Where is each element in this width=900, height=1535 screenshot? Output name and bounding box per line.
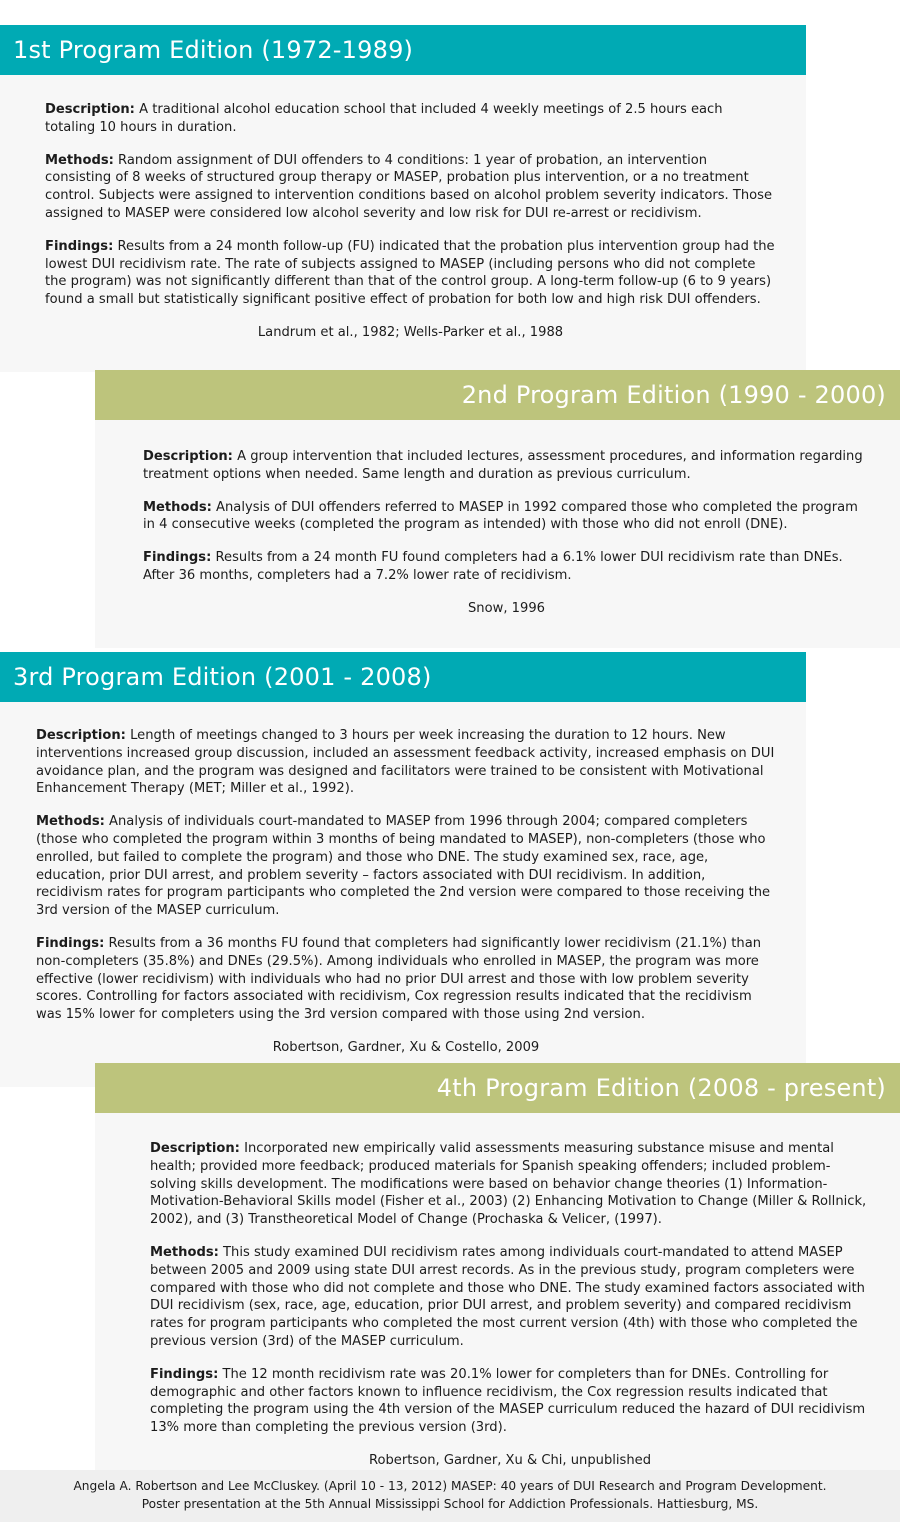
description-label: Description: [143,449,233,464]
findings-label: Findings: [143,550,212,566]
methods-label: Methods: [45,152,114,168]
edition-1-methods [45,152,776,223]
edition-2-body [95,420,900,648]
description-label: Description: [150,1141,240,1156]
edition-1-citation: Landrum et al., 1982; Wells-Parker et al., 1988 [257,324,564,340]
edition-4-body [95,1113,900,1500]
edition-2-citation: Snow, 1996 [468,600,545,616]
methods-label: Methods: [150,1244,219,1260]
edition-4-title: 4th Program Edition (2008 - present) [436,1074,886,1102]
edition-2-methods-text: Analysis of DUI offenders referred to MASEP in 1992 compared those who completed the program in 4 consecutive weeks (completed the program as intended) with those who did not enroll (DNE). [143,499,858,533]
edition-3-body [0,702,806,1087]
edition-4-citation: Robertson, Gardner, Xu & Chi, unpublished [368,1452,652,1468]
edition-block-4 [95,1063,900,1500]
edition-1-description [45,101,776,137]
footer-line-1: Angela A. Robertson and Lee McCluskey. (April 10 - 13, 2012) MASEP: 40 years of DUI Research and Program Development. [73,1479,827,1494]
edition-4-header [95,1063,900,1113]
edition-2-header [95,370,900,420]
edition-block-1 [0,25,806,372]
methods-label: Methods: [143,499,212,515]
edition-2-methods [143,499,870,535]
edition-1-methods-text: Random assignment of DUI offenders to 4 conditions: 1 year of probation, an intervention consisting of 8 weeks of structured group therapy or MASEP, probation plus intervention, or a no treatment control. Subjects were assigned to intervention conditions based on alcohol problem severity indicators. Those assigned to MASEP were considered low alcohol severity and low risk for DUI re-arrest or recidivism. [45,152,773,221]
edition-3-findings-text: Results from a 36 months FU found that completers had significantly lower recidivism (21.1%) than non-completers (35.8%) and DNEs (29.5%). Among individuals who enrolled in MASEP, the program was more effective (lower recidivism) with individuals who had no prior DUI arrest and those with low problem severity scores. Controlling for factors associated with recidivism, Cox regression results indicated that the recidivism was 15% lower for completers using the 3rd version compared with those using 2nd version. [36,935,762,1023]
edition-2-findings [143,549,870,585]
edition-3-methods [36,813,776,920]
edition-4-description-text: Incorporated new empirically valid assessments measuring substance misuse and mental health; provided more feedback; produced materials for Spanish speaking offenders; included problem-solving skills development. The modifications were based on behavior change theories (1) Information-Motivation-Behavioral Skills model (Fisher et al., 2003) (2) Enhancing Motivation to Change (Miller & Rollnick, 2002), and (3) Transtheoretical Model of Change (Prochaska & Velicer, (1997). [150,1141,867,1228]
edition-2-findings-text: Results from a 24 month FU found completers had a 6.1% lower DUI recidivism rate than DNEs. After 36 months, completers had a 7.2% lower rate of recidivism. [143,550,843,583]
edition-1-description-text: A traditional alcohol education school that included 4 weekly meetings of 2.5 hours each totaling 10 hours in duration. [45,102,723,135]
edition-4-methods-text: This study examined DUI recidivism rates among individuals court-mandated to attend MASEP between 2005 and 2009 using state DUI arrest records. As in the previous study, program completers were compared with those who did not complete and those who DNE. The study examined factors associated with DUI recidivism (sex, race, age, education, prior DUI arrest, and problem severity) and compared recidivism rates for program participants who completed the most current version (4th) with those who completed the previous version (3rd) of the MASEP curriculum. [150,1244,865,1349]
poster-footer [0,1470,900,1522]
edition-3-header [0,652,806,702]
edition-4-methods [150,1244,870,1351]
edition-1-header [0,25,806,75]
edition-block-2 [95,370,900,648]
edition-3-description-text: Length of meetings changed to 3 hours per week increasing the duration to 12 hours. New interventions increased group discussion, included an assessment feedback activity, increased emphasis on DUI avoidance plan, and the program was designed and facilitators were trained to be consistent with Motivational Enhancement Therapy (MET; Miller et al., 1992). [36,728,775,797]
edition-3-methods-text: Analysis of individuals court-mandated to MASEP from 1996 through 2004; compared completers (those who completed the program within 3 months of being mandated to MASEP), non-completers (those who enrolled, but failed to complete the program) and those who DNE. The study examined sex, race, age, education, prior DUI arrest, and problem severity – factors associated with DUI recidivism. In addition, recidivism rates for program participants who completed the 2nd version were compared to those receiving the 3rd version of the MASEP curriculum. [36,814,771,919]
edition-1-findings [45,238,776,309]
findings-label: Findings: [45,238,114,254]
methods-label: Methods: [36,814,105,830]
edition-1-title: 1st Program Edition (1972-1989) [13,36,414,64]
description-label: Description: [36,728,126,743]
edition-1-body [0,75,806,372]
findings-label: Findings: [150,1366,219,1382]
edition-4-description [150,1140,870,1229]
edition-2-description-text: A group intervention that included lectures, assessment procedures, and information regarding treatment options when needed. Same length and duration as previous curriculum. [143,449,863,482]
description-label: Description: [45,102,135,117]
edition-2-title: 2nd Program Edition (1990 - 2000) [461,381,886,409]
edition-block-3 [0,652,806,1087]
edition-2-description [143,448,870,484]
edition-3-description [36,727,776,798]
edition-3-citation: Robertson, Gardner, Xu & Costello, 2009 [272,1039,540,1055]
edition-3-title: 3rd Program Edition (2001 - 2008) [13,663,432,691]
footer-line-2: Poster presentation at the 5th Annual Mississippi School for Addiction Professionals. Hattiesburg, MS. [141,1497,759,1511]
edition-3-findings [36,935,776,1024]
findings-label: Findings: [36,935,105,951]
edition-1-findings-text: Results from a 24 month follow-up (FU) indicated that the probation plus intervention group had the lowest DUI recidivism rate. The rate of subjects assigned to MASEP (including persons who did not complete the program) was not significantly different than that of the control group. A long-term follow-up (6 to 9 years) found a small but statistically significant positive effect of probation for both low and high risk DUI offenders. [45,238,775,308]
edition-4-findings-text: The 12 month recidivism rate was 20.1% lower for completers than for DNEs. Controlling for demographic and other factors known to influence recidivism, the Cox regression results indicated that completing the program using the 4th version of the MASEP curriculum reduced the hazard of DUI recidivism 13% more than completing the previous version (3rd). [150,1366,866,1436]
edition-4-findings [150,1366,870,1437]
